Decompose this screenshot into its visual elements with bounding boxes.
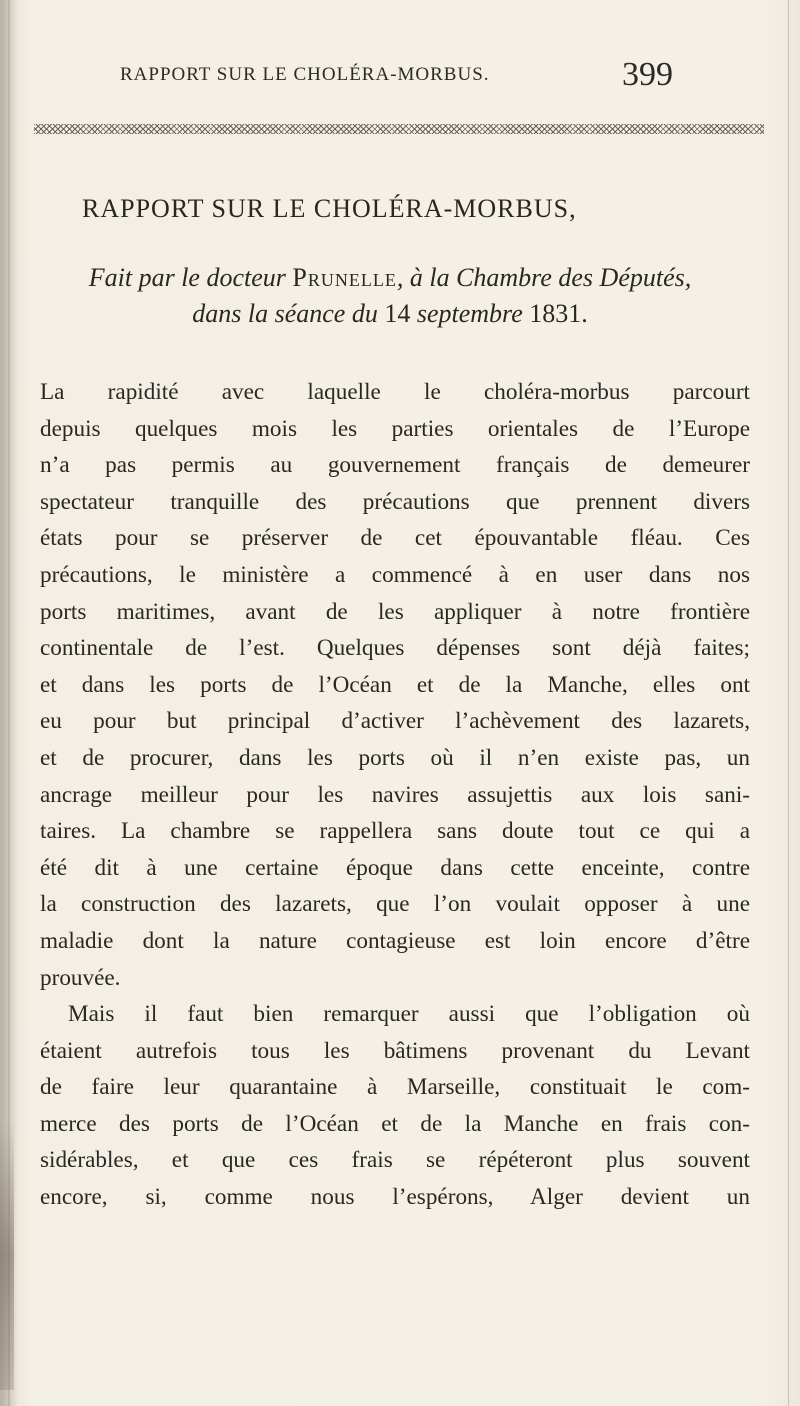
body-text: [40, 374, 750, 1216]
text-line: sidérables, et que ces frais se répéteront plus souvent: [40, 1147, 750, 1174]
text-line: été dit à une certaine époque dans cette enceinte, contre: [40, 854, 750, 881]
text-line: la construction des lazarets, que l’on voulait opposer à une: [40, 891, 750, 918]
text-line: précautions, le ministère a commencé à en user dans nos: [40, 561, 750, 588]
page-number: 399: [622, 56, 673, 93]
text-line: de faire leur quarantaine à Marseille, constituait le com-: [40, 1074, 750, 1101]
byline: [30, 260, 750, 332]
paper-stain: [0, 1120, 14, 1390]
text-line: et dans les ports de l’Océan et de la Manche, elles ont: [40, 671, 750, 698]
text-line: prouvée.: [40, 964, 121, 991]
text-line: encore, si, comme nous l’espérons, Alger devient un: [40, 1184, 750, 1211]
text-line: La rapidité avec laquelle le choléra-morbus parcourt: [40, 379, 750, 405]
byline-prefix: Fait par le docteur: [88, 263, 293, 292]
text-line: Mais il faut bien remarquer aussi que l’obligation où: [68, 1001, 750, 1028]
page-edge-right: [788, 0, 789, 1406]
text-line: états pour se préserver de cet épouvantable fléau. Ces: [40, 525, 750, 552]
author-name: Prunelle: [292, 263, 397, 292]
byline-venue: , à la Chambre des Députés,: [396, 263, 692, 292]
running-head: RAPPORT SUR LE CHOLÉRA-MORBUS.: [120, 64, 490, 85]
byline-day: 14: [384, 299, 411, 328]
article-title: RAPPORT SUR LE CHOLÉRA-MORBUS,: [82, 194, 577, 223]
byline-session: dans la séance du: [192, 299, 385, 328]
text-line: et de procurer, dans les ports où il n’en existe pas, un: [40, 744, 750, 771]
byline-month: septembre: [410, 299, 530, 328]
text-line: étaient autrefois tous les bâtimens provenant du Levant: [40, 1037, 750, 1064]
text-line: eu pour but principal d’activer l’achèvement des lazarets,: [40, 708, 750, 735]
decorative-rule: [34, 124, 764, 134]
text-line: n’a pas permis au gouvernement français de demeurer: [40, 452, 750, 479]
text-line: ancrage meilleur pour les navires assujettis aux lois sani-: [40, 781, 750, 808]
text-line: taires. La chambre se rappellera sans doute tout ce qui a: [40, 818, 750, 845]
byline-line-1: [30, 260, 750, 296]
text-line: depuis quelques mois les parties orientales de l’Europe: [40, 415, 750, 442]
text-line: ports maritimes, avant de les appliquer à notre frontière: [40, 598, 750, 625]
text-line: merce des ports de l’Océan et de la Manche en frais con-: [40, 1110, 750, 1137]
text-line: continentale de l’est. Quelques dépenses sont déjà faites;: [40, 635, 750, 662]
byline-line-2: [30, 296, 750, 332]
byline-year: 1831.: [529, 299, 588, 328]
text-line: maladie dont la nature contagieuse est loin encore d’être: [40, 927, 750, 954]
text-line: spectateur tranquille des précautions que prennent divers: [40, 488, 750, 515]
